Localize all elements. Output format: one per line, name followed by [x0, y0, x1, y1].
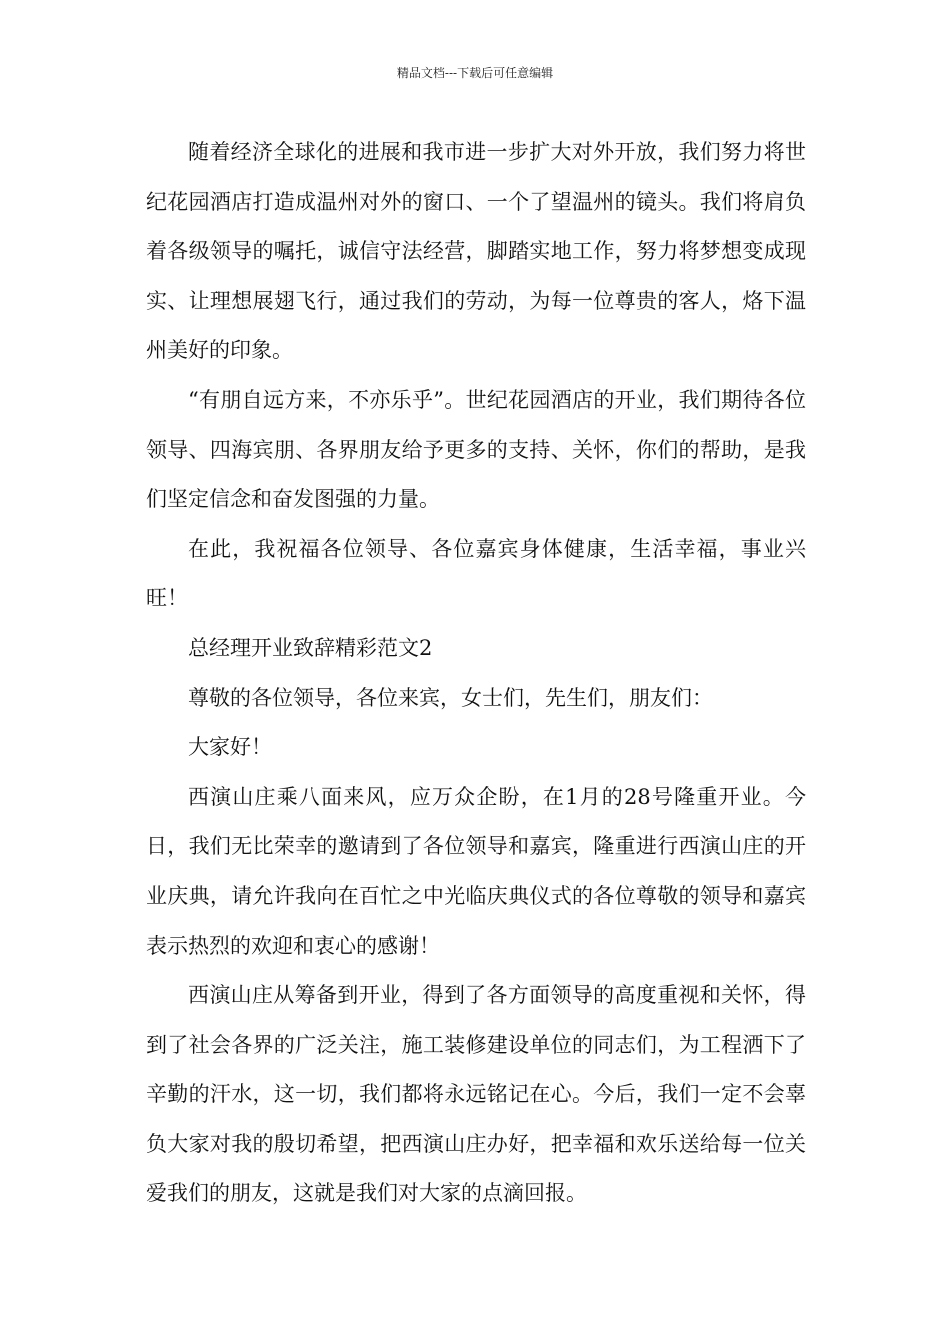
paragraph-3: 在此，我祝福各位领导、各位嘉宾身体健康，生活幸福，事业兴旺！: [146, 536, 806, 611]
paragraph-8: 西演山庄从筹备到开业，得到了各方面领导的高度重视和关怀，得到了社会各界的广泛关注，施工装修建设单位的同志们，为工程洒下了辛勤的汗水，这一切，我们都将永远铭记在心。今后，我们一定不会辜负大家对我的殷切希望，把西演山庄办好，把幸福和欢乐送给每一位关爱我们的朋友，这就是我们对大家的点滴回报。: [146, 983, 806, 1206]
document-body: [146, 128, 806, 1219]
paragraph-1: 随着经济全球化的进展和我市进一步扩大对外开放，我们努力将世纪花园酒店打造成温州对外的窗口、一个了望温州的镜头。我们将肩负着各级领导的嘱托，诚信守法经营，脚踏实地工作，努力将梦想变成现实、让理想展翅飞行，通过我们的劳动，为每一位尊贵的客人，烙下温州美好的印象。: [146, 140, 806, 363]
greeting: 大家好！: [188, 735, 272, 760]
salutation: 尊敬的各位领导，各位来宾，女士们，先生们，朋友们：: [188, 685, 713, 710]
paragraph-7: 西演山庄乘八面来风，应万众企盼，在1月的28号隆重开业。今日，我们无比荣幸的邀请到了各位领导和嘉宾，隆重进行西演山庄的开业庆典，请允许我向在百忙之中光临庆典仪式的各位尊敬的领导和嘉宾表示热烈的欢迎和衷心的感谢！: [146, 784, 806, 958]
page-header: 精品文档---下载后可任意编辑: [396, 66, 554, 80]
paragraph-2: “有朋自远方来，不亦乐乎”。世纪花园酒店的开业，我们期待各位领导、四海宾朋、各界朋友给予更多的支持、关怀，你们的帮助，是我们坚定信念和奋发图强的力量。: [146, 387, 806, 512]
section-title: 总经理开业致辞精彩范文2: [188, 635, 433, 660]
